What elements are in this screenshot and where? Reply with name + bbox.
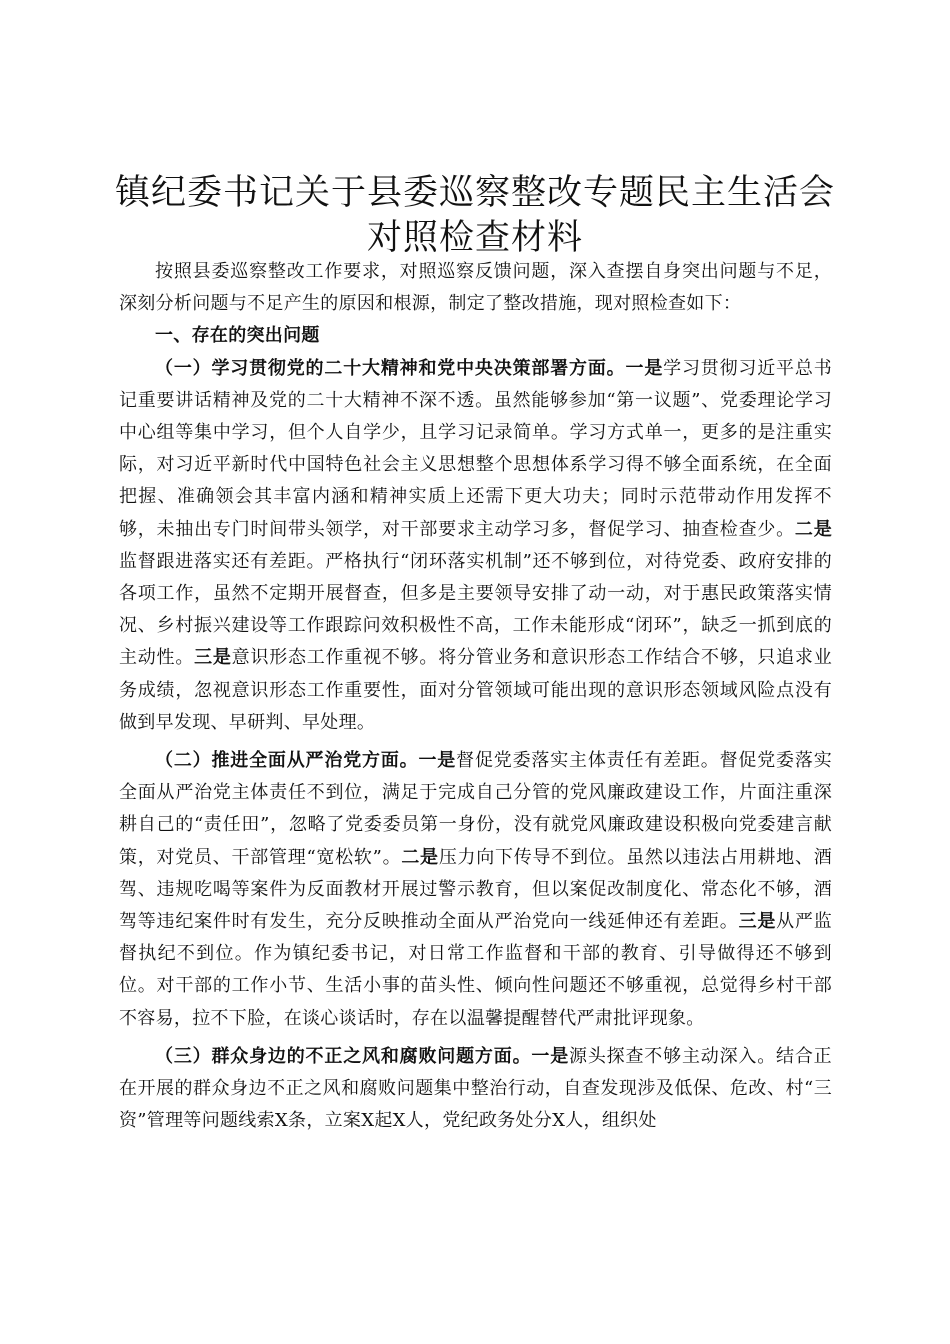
- document-title-line-1: 镇纪委书记关于县委巡察整改专题民主生活会: [114, 173, 835, 213]
- paragraph-study: [119, 353, 832, 739]
- document-title-line-2: 对照检查材料: [366, 218, 583, 258]
- section-heading-text: 一、存在的突出问题: [155, 325, 320, 347]
- paragraph-party-governance: [119, 745, 832, 1035]
- point-lead: 一是: [625, 357, 664, 379]
- paragraph-heading: （一）学习贯彻党的二十大精神和党中央决策部署方面。: [155, 357, 626, 379]
- intro-paragraph: 按照县委巡察整改工作要求，对照巡察反馈问题，深入查摆自身突出问题与不足，深刻分析问题与不足产生的原因和根源，制定了整改措施，现对照检查如下：: [119, 261, 832, 315]
- point-lead: 三是: [194, 647, 232, 669]
- point-lead: 二是: [794, 518, 832, 540]
- section-heading: [119, 320, 832, 352]
- point-lead: 二是: [401, 846, 439, 868]
- point-text: 督促党委落实主体责任有差距。督促党委落实全面从严治党主体责任不到位，满足于完成自己分管的党风廉政建设工作，片面注重深耕自己的“责任田”，忽略了党委委员第一身份，没有就党风廉政建设积极向党委建言献策，对党员、干部管理“宽松软”。: [119, 750, 832, 868]
- point-lead: 三是: [738, 911, 777, 933]
- point-text: 监督跟进落实还有差距。严格执行“闭环落实机制”还不够到位，对待党委、政府安排的各项工作，虽然不定期开展督查，但多是主要领导安排了动一动，对于惠民政策落实情况、乡村振兴建设等工作跟踪问效积极性不高，工作未能形成“闭环”，缺乏一抓到底的主动性。: [119, 550, 832, 669]
- point-text: 意识形态工作重视不够。将分管业务和意识形态工作结合不够，只追求业务成绩，忽视意识形态工作重要性，面对分管领域可能出现的意识形态领域风险点没有做到早发现、早研判、早处理。: [119, 647, 832, 733]
- point-lead: 一是: [531, 1045, 570, 1067]
- paragraph-heading: （二）推进全面从严治党方面。: [155, 750, 419, 772]
- paragraph-heading: （三）群众身边的不正之风和腐败问题方面。: [155, 1045, 532, 1067]
- point-text: 压力向下传导不到位。虽然以违法占用耕地、酒驾、违规吃喝等案件为反面教材开展过警示教育，但以案促改制度化、常态化不够，酒驾等违纪案件时有发生，充分反映推动全面从严治党向一线延伸还有差距。: [119, 846, 832, 933]
- point-text: 源头探查不够主动深入。结合正在开展的群众身边不正之风和腐败问题集中整治行动，自查发现涉及低保、危改、村“三资”管理等问题线索X条，立案X起X人，党纪政务处分X人，组织处: [119, 1045, 832, 1132]
- point-lead: 一是: [418, 750, 457, 772]
- document-body: [119, 256, 832, 1137]
- point-text: 从严监督执纪不到位。作为镇纪委书记，对日常工作监督和干部的教育、引导做得还不够到位。对干部的工作小节、生活小事的苗头性、倾向性问题还不够重视，总觉得乡村干部不容易，拉不下脸，在谈心谈话时，存在以温馨提醒替代严肃批评现象。: [119, 911, 832, 1029]
- point-text: 学习贯彻习近平总书记重要讲话精神及党的二十大精神不深不透。虽然能够参加“第一议题”、党委理论学习中心组等集中学习，但个人自学少，且学习记录简单。学习方式单一，更多的是注重实际，对习近平新时代中国特色社会主义思想整个思想体系学习得不够全面系统，在全面把握、准确领会其丰富内涵和精神实质上还需下更大功夫；同时示范带动作用发挥不够，未抽出专门时间带头领学，对干部要求主动学习多，督促学习、抽查检查少。: [119, 357, 832, 540]
- paragraph-corruption: [119, 1041, 832, 1138]
